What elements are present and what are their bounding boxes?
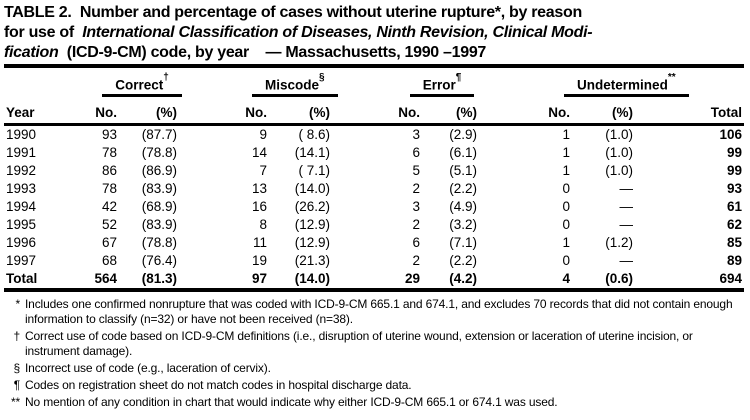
value-cell: 78 — [101, 144, 117, 160]
value-cell: 7 — [259, 162, 268, 178]
year-row — [4, 216, 744, 234]
value-cell: (4.9) — [449, 198, 478, 214]
value-cell: 61 — [727, 198, 743, 214]
footnote-marker: * — [15, 296, 20, 311]
value-cell: 1 — [562, 126, 571, 142]
value-cell: (5.1) — [449, 162, 478, 178]
no-column-header: No. — [482, 97, 570, 124]
value-cell: 2 — [412, 252, 421, 268]
footnote — [4, 378, 746, 393]
value-cell: (14.0) — [294, 180, 331, 196]
value-cell: 2 — [412, 180, 421, 196]
value-cell: (21.3) — [294, 252, 331, 268]
pct-column-header: (%) — [420, 97, 482, 124]
pct-column-header: (%) — [570, 97, 638, 124]
row-label-cell: 1997 — [6, 252, 37, 268]
pct-column-header: (%) — [267, 97, 335, 124]
table-title — [4, 3, 745, 63]
pct-column-header: (%) — [117, 97, 182, 124]
value-cell: (78.8) — [141, 144, 178, 160]
footnote-ref-dagger: † — [163, 71, 169, 83]
value-cell: 1 — [562, 162, 571, 178]
value-cell: (2.2) — [449, 180, 478, 196]
value-cell: (14.0) — [267, 270, 335, 290]
row-label-cell: 1992 — [6, 162, 37, 178]
value-cell: (1.0) — [605, 126, 634, 142]
footnote-text: No mention of any condition in chart that would indicate why either ICD-9-CM 665.1 or 674.1 was used. — [25, 394, 558, 409]
value-cell: 6 — [412, 144, 421, 160]
footnote — [4, 395, 746, 410]
footnote — [4, 329, 746, 359]
footnote — [4, 297, 746, 327]
footnote-ref-section: § — [319, 71, 325, 83]
value-cell: 13 — [251, 180, 268, 196]
value-cell: 3 — [412, 126, 421, 142]
footnotes — [4, 297, 746, 410]
group-header-correct — [62, 66, 182, 97]
value-cell: 68 — [101, 252, 117, 268]
value-cell: (78.8) — [141, 234, 178, 250]
value-cell: (76.4) — [141, 252, 178, 268]
value-cell: 0 — [562, 216, 571, 232]
value-cell: (68.9) — [141, 198, 178, 214]
value-cell: (6.1) — [449, 144, 478, 160]
title-italic-text: International Classification of Diseases, Ninth Revision, Clinical Modi- — [82, 24, 593, 41]
value-cell: (4.2) — [420, 270, 482, 290]
group-label: Miscode — [265, 77, 320, 92]
footnote-marker: † — [13, 328, 20, 343]
no-column-header: No. — [335, 97, 420, 124]
footnote — [4, 361, 746, 376]
value-cell: 14 — [251, 144, 268, 160]
value-cell: (83.9) — [141, 216, 178, 232]
value-cell: 93 — [727, 180, 743, 196]
column-header-row — [4, 97, 744, 124]
value-cell: (86.9) — [141, 162, 178, 178]
title-text: (ICD-9-CM) code, by year — Massachusetts, 1990 –1997 — [58, 44, 487, 61]
value-cell: 62 — [727, 216, 743, 232]
total-column-header: Total — [638, 97, 744, 124]
value-cell: (7.1) — [449, 234, 478, 250]
value-cell: — — [619, 180, 634, 196]
value-cell: (87.7) — [141, 126, 178, 142]
value-cell: 97 — [182, 270, 267, 290]
title-line-3 — [4, 43, 745, 63]
value-cell: 0 — [562, 180, 571, 196]
year-row — [4, 124, 744, 144]
group-header-row — [4, 66, 744, 97]
footnote-marker: ¶ — [13, 377, 20, 392]
value-cell: 1 — [562, 234, 571, 250]
group-header-spacer — [4, 66, 62, 97]
value-cell: — — [619, 252, 634, 268]
value-cell: — — [619, 216, 634, 232]
group-header-undetermined — [482, 66, 676, 97]
year-row — [4, 162, 744, 180]
row-label-cell: 1995 — [6, 216, 37, 232]
value-cell: 11 — [253, 234, 268, 250]
value-cell: — — [619, 198, 634, 214]
group-header-error — [335, 66, 482, 97]
value-cell: (12.9) — [294, 234, 331, 250]
value-cell: 52 — [101, 216, 117, 232]
year-row — [4, 252, 744, 270]
title-line-1 — [4, 3, 745, 23]
year-row — [4, 198, 744, 216]
group-label: Undetermined — [577, 77, 668, 92]
value-cell: 4 — [482, 270, 570, 290]
group-underline — [410, 71, 475, 98]
year-row — [4, 180, 744, 198]
group-label: Correct — [115, 77, 164, 92]
value-cell: 106 — [719, 126, 743, 142]
title-text: for use of — [4, 24, 83, 41]
value-cell: 694 — [638, 270, 744, 290]
footnote-text: Includes one confirmed nonrupture that was coded with ICD-9-CM 665.1 and 674.1, and excludes 70 records that did not contain enough information to classify (n=32) or have not been received (n=38). — [25, 296, 733, 326]
value-cell: 0 — [562, 252, 571, 268]
year-column-header: Year — [4, 97, 62, 124]
value-cell: 42 — [101, 198, 117, 214]
value-cell: 8 — [259, 216, 268, 232]
value-cell: 89 — [727, 252, 743, 268]
title-text: TABLE 2. Number and percentage of cases without uterine rupture*, by reason — [4, 4, 582, 21]
no-column-header: No. — [182, 97, 267, 124]
group-underline — [102, 71, 182, 98]
value-cell: 564 — [62, 270, 117, 290]
value-cell: 93 — [101, 126, 117, 142]
value-cell: 99 — [727, 144, 743, 160]
footnote-marker: § — [13, 360, 20, 375]
value-cell: 86 — [101, 162, 117, 178]
row-label-cell: 1994 — [6, 198, 37, 214]
footnote-ref-pilcrow: ¶ — [455, 71, 462, 83]
footnote-text: Correct use of code based on ICD-9-CM definitions (i.e., disruption of uterine wound, extension or laceration of uterine incision, or instrument damage). — [25, 328, 693, 358]
value-cell: 0 — [562, 198, 571, 214]
value-cell: 6 — [412, 234, 421, 250]
value-cell: 78 — [101, 180, 117, 196]
title-line-2 — [4, 23, 745, 43]
value-cell: (12.9) — [294, 216, 331, 232]
value-cell: (26.2) — [294, 198, 331, 214]
value-cell: 67 — [101, 234, 117, 250]
value-cell: 1 — [562, 144, 571, 160]
value-cell: 2 — [412, 216, 421, 232]
group-label: Error — [422, 77, 456, 92]
value-cell: (1.2) — [605, 234, 634, 250]
group-header-miscode — [182, 66, 335, 97]
value-cell: (81.3) — [117, 270, 182, 290]
row-label-cell: Total — [4, 270, 62, 290]
footnote-marker: ** — [10, 394, 20, 409]
footnote-text: Incorrect use of code (e.g., laceration of cervix). — [25, 360, 271, 375]
value-cell: (14.1) — [294, 144, 331, 160]
value-cell: 85 — [727, 234, 743, 250]
title-italic-text: fication — [4, 44, 59, 61]
year-row — [4, 234, 744, 252]
value-cell: 9 — [259, 126, 268, 142]
row-label-cell: 1996 — [6, 234, 37, 250]
value-cell: ( 7.1) — [298, 162, 331, 178]
footnote-ref-double-asterisk: ** — [667, 71, 676, 83]
value-cell: 29 — [335, 270, 420, 290]
value-cell: 3 — [412, 198, 421, 214]
group-underline — [252, 71, 338, 98]
year-row — [4, 144, 744, 162]
row-label-cell: 1991 — [6, 144, 37, 160]
row-label-cell: 1993 — [6, 180, 37, 196]
value-cell: (0.6) — [570, 270, 638, 290]
value-cell: 19 — [251, 252, 268, 268]
value-cell: (1.0) — [605, 144, 634, 160]
value-cell: (2.2) — [449, 252, 478, 268]
value-cell: (3.2) — [449, 216, 478, 232]
value-cell: ( 8.6) — [298, 126, 331, 142]
group-underline — [564, 71, 689, 98]
value-cell: (1.0) — [605, 162, 634, 178]
footnote-text: Codes on registration sheet do not match codes in hospital discharge data. — [25, 377, 412, 392]
row-label-cell: 1990 — [6, 126, 37, 142]
value-cell: 16 — [251, 198, 268, 214]
value-cell: (2.9) — [449, 126, 478, 142]
total-row — [4, 270, 744, 290]
value-cell: 5 — [412, 162, 421, 178]
table-body — [4, 124, 744, 290]
no-column-header: No. — [62, 97, 117, 124]
icd-code-table — [4, 64, 744, 292]
value-cell: 99 — [727, 162, 743, 178]
value-cell: (83.9) — [141, 180, 178, 196]
